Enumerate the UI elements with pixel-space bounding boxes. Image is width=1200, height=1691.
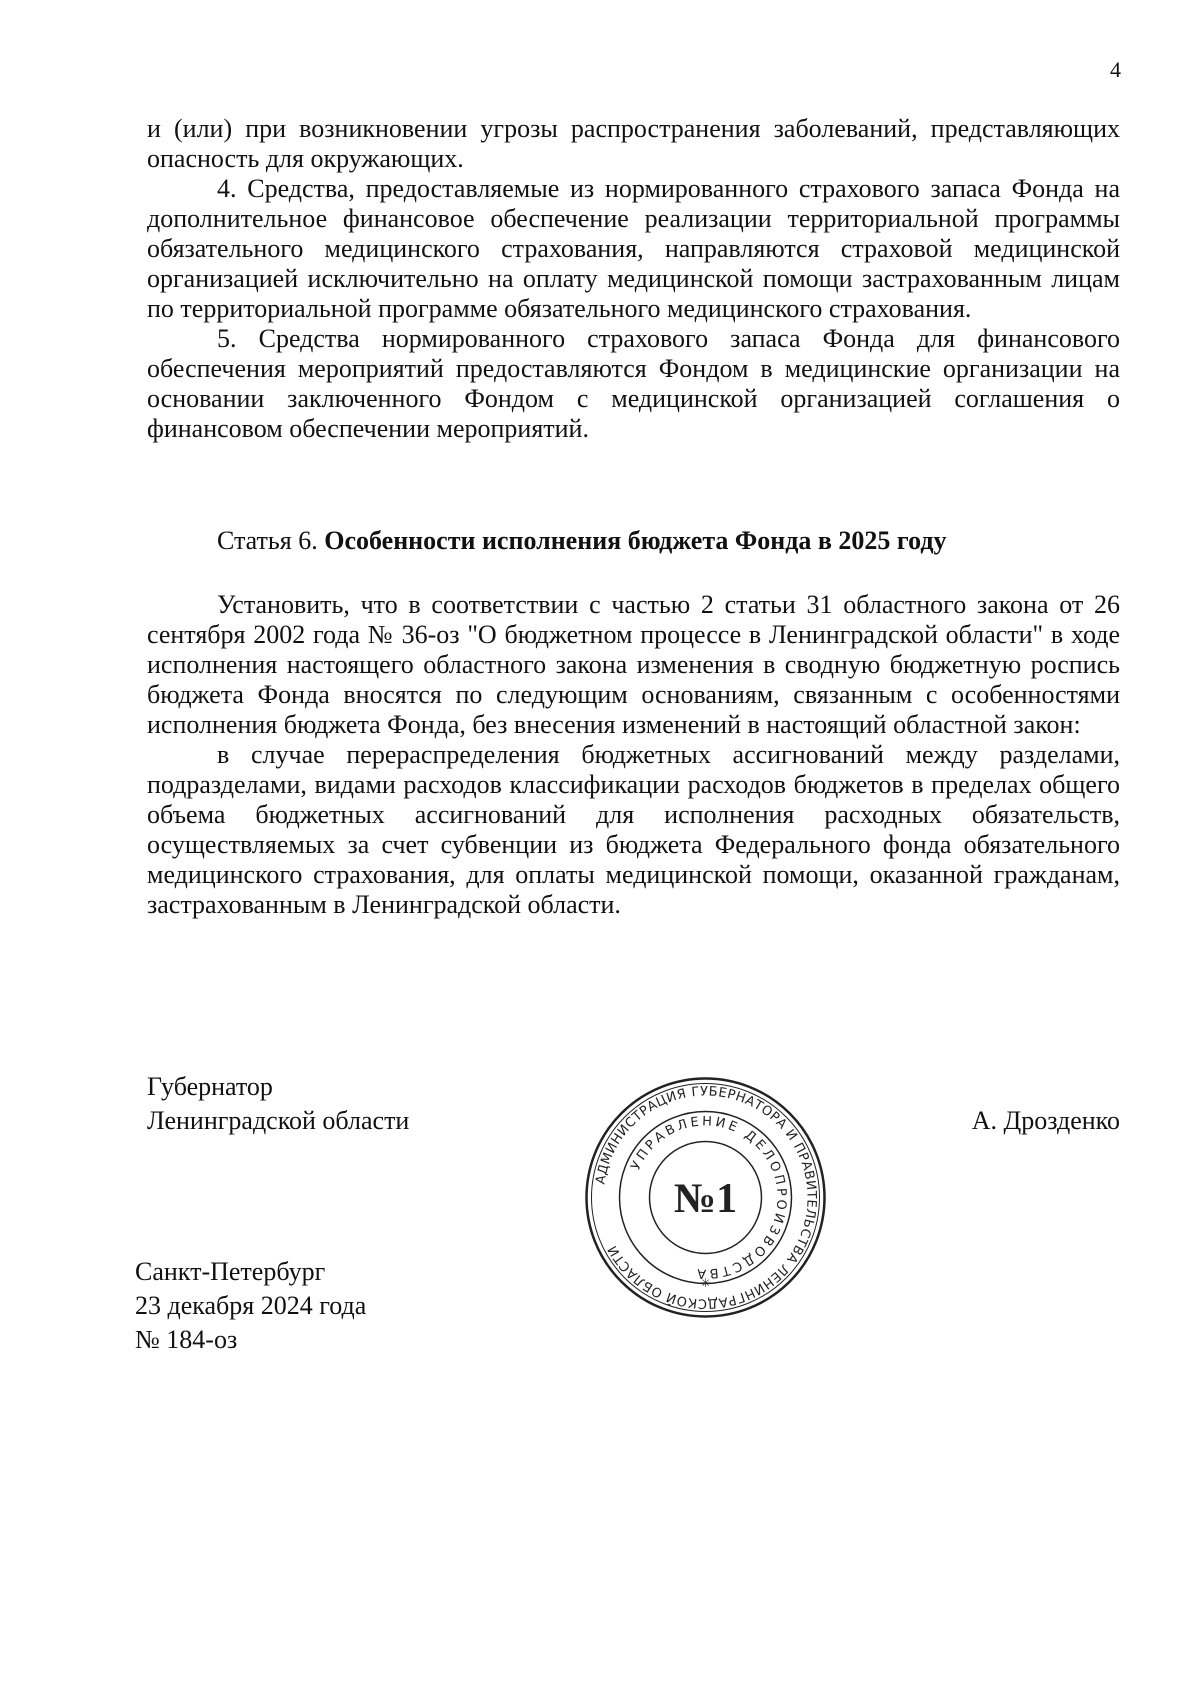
paragraph-establish: Установить, что в соответствии с частью 2 статьи 31 областного закона от 26 сентября 2002 года № 36-оз "О бюджетном процессе в Ленинградской области" в ходе исполнения настоящего областного закона изменения в сводную бюджетную роспись бюджета Фонда вносятся по следующим основаниям, связанным с особенностями исполнения бюджета Фонда, без внесения изменений в настоящий областной закон: (147, 590, 1120, 739)
place-city: Санкт-Петербург (135, 1257, 326, 1286)
paragraph-item-4: 4. Средства, предоставляемые из нормированного страхового запаса Фонда на дополнительное финансовое обеспечение реализации территориальной программы обязательного медицинского страхования, направляются страховой медицинской организацией исключительно на оплату медицинской помощи застрахованным лицам по территориальной программе обязательного медицинского страхования. (147, 174, 1120, 323)
seal-outer-text: АДМИНИСТРАЦИЯ ГУБЕРНАТОРА И ПРАВИТЕЛЬСТВА ЛЕНИНГРАДСКОЙ ОБЛАСТИ (593, 1084, 819, 1311)
paragraph-continuation: и (или) при возникновении угрозы распространения заболеваний, представляющих опасность для окружающих. (147, 114, 1120, 173)
article-title: Особенности исполнения бюджета Фонда в 2025 году (324, 526, 947, 555)
paragraph-redistribution: в случае перераспределения бюджетных ассигнований между разделами, подразделами, видами расходов классификации расходов бюджетов в пределах общего объема бюджетных ассигнований для исполнения расходных обязательств, осуществляемых за счет субвенции из бюджета Федерального фонда обязательного медицинского страхования, для оплаты медицинской помощи, оказанной гражданам, застрахованным в Ленинградской области. (147, 740, 1120, 919)
article-prefix: Статья 6. (217, 526, 318, 555)
seal-center-number: №1 (673, 1176, 738, 1222)
page-number: 4 (1110, 57, 1121, 82)
seal-star-icon: ✳ (700, 1276, 711, 1290)
signature-position-line-1: Губернатор (147, 1072, 273, 1101)
paragraphs-part-1 (147, 114, 1120, 444)
paragraph-item-5: 5. Средства нормированного страхового запаса Фонда для финансового обеспечения мероприятий предоставляются Фондом в медицинские организации на основании заключенного Фондом с медицинской организацией соглашения о финансовом обеспечении мероприятий. (147, 324, 1120, 443)
place-date-block (135, 1255, 366, 1357)
official-seal-stamp (583, 1075, 828, 1320)
signature-name: А. Дрозденко (971, 1106, 1120, 1135)
seal-icon (583, 1075, 828, 1320)
signature-position-line-2: Ленинградской области (147, 1106, 410, 1135)
article-heading (147, 526, 1120, 556)
law-number: № 184-оз (135, 1325, 238, 1354)
law-date: 23 декабря 2024 года (135, 1291, 367, 1320)
paragraphs-part-2 (147, 590, 1120, 920)
seal-inner-text: УПРАВЛЕНИЕ ДЕЛОПРОИЗВОДСТВА (628, 1114, 789, 1281)
signature-position (147, 1070, 409, 1138)
